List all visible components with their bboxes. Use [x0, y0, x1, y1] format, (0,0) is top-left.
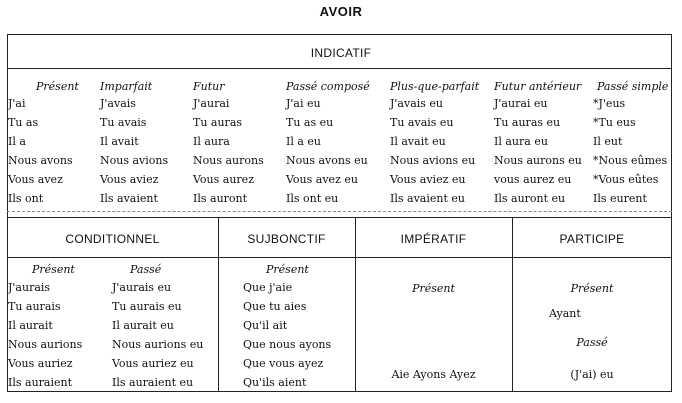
indicatif-heading: INDICATIF: [310, 46, 372, 60]
conjugation-form: Il aurait: [8, 319, 53, 332]
conjugation-form: Tu avais eu: [390, 116, 454, 129]
indicatif-tense-label: Imparfait: [100, 80, 153, 93]
conjugation-form: Tu as eu: [286, 116, 334, 129]
conjugation-form: Ils auront eu: [494, 192, 566, 205]
indicatif-tense-label: Présent: [36, 80, 79, 93]
conjugation-form: Tu auras: [193, 116, 243, 129]
conjugation-form: Que j'aie: [243, 281, 293, 294]
conjugation-form: Ils auraient eu: [112, 376, 194, 389]
conjugation-form: Tu auras eu: [494, 116, 561, 129]
subjonctif-heading: SUJBONCTIF: [247, 232, 326, 246]
indicatif-forms-column: [593, 94, 667, 208]
conjugation-form: Ils eurent: [593, 192, 647, 205]
conjugation-form: J'ai eu: [286, 97, 321, 110]
indicatif-forms-column: [100, 94, 168, 208]
imperatif-present-tense: Présent: [412, 282, 455, 295]
conjugation-form: J'avais eu: [390, 97, 444, 110]
conjugation-form: J'aurai eu: [494, 97, 548, 110]
indicatif-tense-label: Plus-que-parfait: [390, 80, 480, 93]
conjugation-form: J'ai: [8, 97, 26, 110]
conjugation-form: Qu'il ait: [243, 319, 288, 332]
indicatif-tense-label: Passé composé: [286, 80, 370, 93]
conjugation-form: Nous avons: [8, 154, 73, 167]
participe-passe-tense: Passé: [576, 336, 608, 349]
conjugation-form: Il eut: [593, 135, 623, 148]
conditionnel-passe-forms: [112, 278, 203, 392]
conjugation-form: Vous avez eu: [286, 173, 358, 186]
divider: [7, 217, 672, 218]
indicatif-forms-column: [390, 94, 475, 208]
conjugation-form: vous aurez eu: [494, 173, 572, 186]
conjugation-form: Ils ont eu: [286, 192, 339, 205]
indicatif-forms-column: [494, 94, 582, 208]
conjugation-form: Vous auriez: [8, 357, 73, 370]
conjugation-form: Il a: [8, 135, 26, 148]
conjugation-form: Nous aurons: [193, 154, 264, 167]
conditionnel-heading: CONDITIONNEL: [65, 232, 160, 246]
conjugation-form: J'aurais eu: [112, 281, 172, 294]
divider: [7, 211, 672, 212]
conjugation-form: Nous aurions: [8, 338, 83, 351]
conjugation-form: Que tu aies: [243, 300, 307, 313]
participe-passe-form: (J'ai) eu: [570, 368, 614, 381]
conjugation-form: Ils avaient eu: [390, 192, 465, 205]
conjugation-form: Ils auraient: [8, 376, 72, 389]
conjugation-form: Tu as: [8, 116, 39, 129]
conjugation-form: Il avait eu: [390, 135, 446, 148]
conjugation-form: *J'eus: [593, 97, 626, 110]
conjugation-form: J'avais: [100, 97, 136, 110]
conjugation-form: Il aurait eu: [112, 319, 174, 332]
conjugation-form: Tu aurais: [8, 300, 61, 313]
conjugation-form: Que nous ayons: [243, 338, 332, 351]
indicatif-forms-column: [8, 94, 73, 208]
imperatif-heading: IMPÉRATIF: [400, 232, 467, 246]
conjugation-form: J'aurais: [8, 281, 51, 294]
conjugation-form: Nous avions: [100, 154, 169, 167]
subjonctif-present-forms: [243, 278, 331, 392]
indicatif-tense-label: Futur antérieur: [494, 80, 582, 93]
conjugation-form: Il aura: [193, 135, 230, 148]
conjugation-form: Vous aurez: [193, 173, 254, 186]
conjugation-form: Ils avaient: [100, 192, 158, 205]
conjugation-form: Qu'ils aient: [243, 376, 307, 389]
indicatif-tense-label: Futur: [193, 80, 225, 93]
participe-present-tense: Présent: [570, 282, 614, 295]
divider: [7, 68, 672, 69]
participe-present-form: Ayant: [549, 307, 581, 320]
conjugation-form: Que vous ayez: [243, 357, 324, 370]
conjugation-form: Il avait: [100, 135, 139, 148]
conditionnel-present-forms: [8, 278, 82, 392]
indicatif-forms-column: [193, 94, 264, 208]
conjugation-form: Nous avions eu: [390, 154, 476, 167]
conjugation-form: Vous avez: [8, 173, 63, 186]
conjugation-form: Vous aviez: [100, 173, 159, 186]
conjugation-form: Nous aurions eu: [112, 338, 204, 351]
conjugation-form: Vous aviez eu: [390, 173, 466, 186]
conjugation-form: Ils auront: [193, 192, 248, 205]
indicatif-forms-column: [286, 94, 368, 208]
conjugation-form: Nous avons eu: [286, 154, 368, 167]
conjugation-form: Il a eu: [286, 135, 322, 148]
participe-heading: PARTICIPE: [559, 232, 625, 246]
conditionnel-passe-tense: Passé: [130, 263, 162, 276]
conjugation-form: Vous auriez eu: [112, 357, 194, 370]
conjugation-form: J'aurai: [193, 97, 230, 110]
indicatif-tense-label: Passé simple: [597, 80, 669, 93]
conjugation-form: Ils ont: [8, 192, 44, 205]
conjugation-form: Tu aurais eu: [112, 300, 182, 313]
conjugation-form: Il aura eu: [494, 135, 548, 148]
conditionnel-present-tense: Présent: [32, 263, 75, 276]
conjugation-form: Nous aurons eu: [494, 154, 582, 167]
subjonctif-present-tense: Présent: [266, 263, 309, 276]
conjugation-form: *Vous eûtes: [593, 173, 659, 186]
conjugation-form: *Nous eûmes: [593, 154, 668, 167]
conjugation-form: Tu avais: [100, 116, 147, 129]
conjugation-form: *Tu eus: [593, 116, 636, 129]
divider: [7, 257, 672, 258]
page-title: AVOIR: [319, 4, 363, 19]
imperatif-forms: Aie Ayons Ayez: [391, 368, 476, 381]
